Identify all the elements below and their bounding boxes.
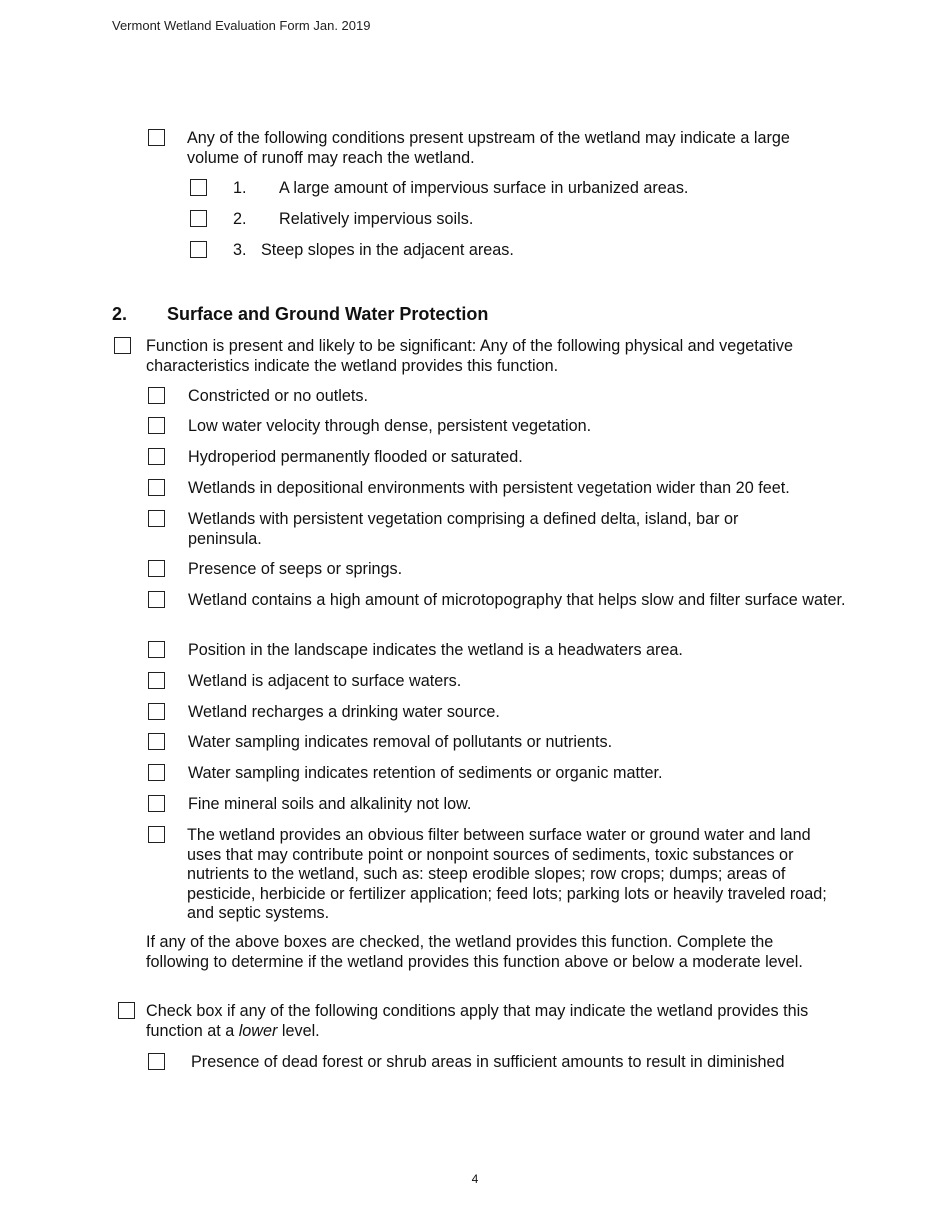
function-present-text: Function is present and likely to be significant: Any of the following physical and vegetative characteristics indicate the wetland provides this function. <box>146 337 793 375</box>
summary-paragraph: If any of the above boxes are checked, the wetland provides this function. Complete the following to determine if the wetland provides this function above or below a moderate level. <box>146 933 803 971</box>
lower-item-1-checkbox[interactable] <box>148 1053 165 1070</box>
item-4-checkbox[interactable] <box>148 479 165 496</box>
item-7-text: Wetland contains a high amount of microtopography that helps slow and filter surface water. <box>188 591 846 609</box>
document-header: Vermont Wetland Evaluation Form Jan. 2019 <box>112 18 371 33</box>
upstream-item-1-text: A large amount of impervious surface in urbanized areas. <box>279 179 689 197</box>
upstream-item-3-number: 3. <box>233 241 247 259</box>
section-number: 2. <box>112 304 128 324</box>
item-1-text: Constricted or no outlets. <box>188 387 368 405</box>
item-12-checkbox[interactable] <box>148 764 165 781</box>
function-present-checkbox[interactable] <box>114 337 131 354</box>
item-13-checkbox[interactable] <box>148 795 165 812</box>
lower-level-text-before: Check box if any of the following conditions apply that may indicate the wetland provides this function at a <box>146 1002 809 1040</box>
item-2-checkbox[interactable] <box>148 417 165 434</box>
item-8-checkbox[interactable] <box>148 641 165 658</box>
item-4-text: Wetlands in depositional environments with persistent vegetation wider than 20 feet. <box>188 479 790 497</box>
lower-level-checkbox[interactable] <box>118 1002 135 1019</box>
item-11-text: Water sampling indicates removal of pollutants or nutrients. <box>188 733 613 751</box>
item-8-text: Position in the landscape indicates the wetland is a headwaters area. <box>188 641 683 659</box>
upstream-item-1-number: 1. <box>233 179 247 197</box>
page-number: 4 <box>471 1172 479 1186</box>
item-7-checkbox[interactable] <box>148 591 165 608</box>
upstream-item-3-checkbox[interactable] <box>190 241 207 258</box>
upstream-intro: Any of the following conditions present upstream of the wetland may indicate a large volume of runoff may reach the wetland. <box>187 129 790 167</box>
lower-level-text <box>146 1002 836 1041</box>
item-13-text: Fine mineral soils and alkalinity not low. <box>188 795 472 813</box>
section-title: Surface and Ground Water Protection <box>167 304 489 324</box>
item-5-text: Wetlands with persistent vegetation comprising a defined delta, island, bar or peninsula. <box>188 510 739 548</box>
upstream-checkbox[interactable] <box>148 129 165 146</box>
lower-level-text-after: level. <box>277 1021 320 1040</box>
lower-level-emphasis: lower <box>238 1021 278 1040</box>
upstream-item-2-number: 2. <box>233 210 247 228</box>
lower-item-1-text: Presence of dead forest or shrub areas in sufficient amounts to result in diminished <box>191 1053 785 1071</box>
item-10-checkbox[interactable] <box>148 703 165 720</box>
item-6-checkbox[interactable] <box>148 560 165 577</box>
upstream-item-3-text: Steep slopes in the adjacent areas. <box>261 241 514 259</box>
upstream-item-2-text: Relatively impervious soils. <box>279 210 474 228</box>
item-14-checkbox[interactable] <box>148 826 165 843</box>
item-1-checkbox[interactable] <box>148 387 165 404</box>
item-9-text: Wetland is adjacent to surface waters. <box>188 672 462 690</box>
item-14-text: The wetland provides an obvious filter between surface water or ground water and land uses that may contribute point or nonpoint sources of sediments, toxic substances or nutrients to the wetland, such as: steep erodible slopes; row crops; dumps; areas of pesticide, herbicide or fertilizer application; feed lots; parking lots or heavily traveled road; and septic systems. <box>187 826 827 922</box>
upstream-item-2-checkbox[interactable] <box>190 210 207 227</box>
upstream-item-1-checkbox[interactable] <box>190 179 207 196</box>
item-3-text: Hydroperiod permanently flooded or saturated. <box>188 448 523 466</box>
item-2-text: Low water velocity through dense, persistent vegetation. <box>188 417 592 435</box>
item-3-checkbox[interactable] <box>148 448 165 465</box>
item-9-checkbox[interactable] <box>148 672 165 689</box>
item-5-checkbox[interactable] <box>148 510 165 527</box>
item-6-text: Presence of seeps or springs. <box>188 560 403 578</box>
item-11-checkbox[interactable] <box>148 733 165 750</box>
item-10-text: Wetland recharges a drinking water source. <box>188 703 500 721</box>
item-12-text: Water sampling indicates retention of sediments or organic matter. <box>188 764 663 782</box>
